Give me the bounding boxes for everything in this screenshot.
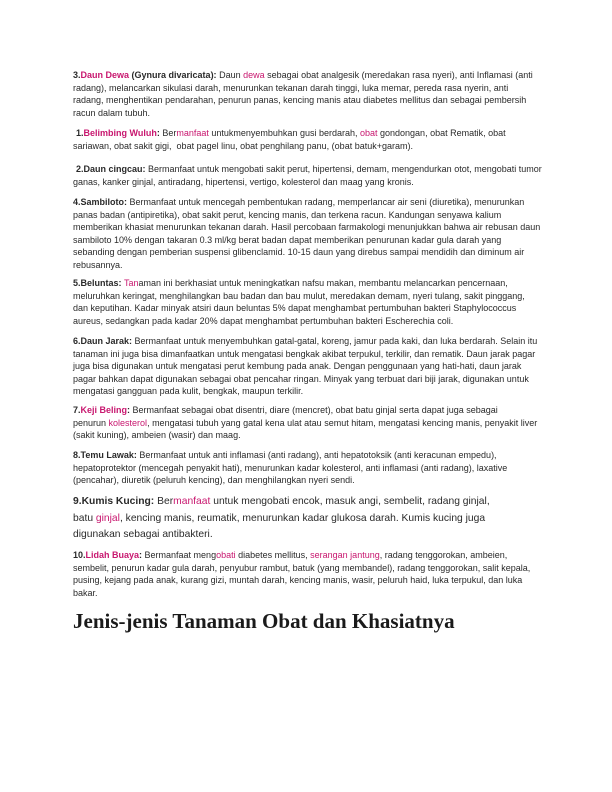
text-line: [73, 69, 533, 82]
text-line: [73, 196, 540, 209]
bold-text-run: 8.Temu Lawak:: [73, 450, 137, 460]
text-link[interactable]: obat: [359, 128, 378, 138]
bold-text-run: 1.: [76, 128, 84, 138]
text-run: racun dalam tubuh.: [73, 107, 151, 118]
text-link[interactable]: Tan: [124, 278, 139, 288]
text-run: panas badan (antipiretika), obat sakit perut, kencing manis, dan terkena racun. Kandungan senyawa kalium: [73, 209, 502, 220]
text-run: meluruhkan keringat, menghilangkan bau badan dan bau mulut, meredakan demam, nyeri tulang, sakit pinggang,: [73, 290, 525, 301]
bold-text-run: 2.Daun cingcau:: [76, 164, 146, 174]
bold-text-run: 4.Sambiloto:: [73, 197, 128, 207]
text-line: [73, 246, 540, 259]
text-line: [73, 315, 525, 328]
text-run: Bermanfaat untuk anti inflamasi (anti radang), anti hepatotoksik (anti keracunan empedu),: [136, 450, 497, 460]
text-line: [73, 562, 530, 575]
text-link[interactable]: dewa: [243, 70, 265, 80]
text-line: [73, 94, 533, 107]
text-run: Ber: [154, 496, 174, 507]
text-run: Bermanfaat untuk menyembuhkan gatal-gatal, koreng, jamur pada kaki, dan luka berdarah. Selain itu: [132, 336, 538, 346]
text-run: pusing, kejang pada anak, kurang gizi, muntah darah, kencing manis, wasir, peluruh haid, luka terpukul, dan luka: [73, 575, 523, 586]
text-run: Ber: [159, 128, 177, 138]
text-run: rebusannya.: [73, 259, 123, 270]
bold-text-run: :: [127, 405, 131, 415]
text-run: sembelit, penurun kadar gula darah, penyubur rambut, batuk (yang membandel), radang tenggorokan, salit kepala,: [73, 562, 531, 573]
text-run: dan keputihan. Kadar minyak atsiri daun beluntas 5% dapat menghambat pertumbuhan bakteri Staphylococcus: [73, 303, 517, 314]
text-line: [73, 176, 542, 189]
text-line: [73, 277, 525, 290]
bold-text-run: 6.Daun Jarak:: [73, 336, 133, 346]
text-line: [73, 373, 537, 386]
text-line: [73, 527, 490, 544]
paragraph-sambiloto: [73, 196, 540, 272]
paragraph-daun-dewa: [73, 69, 533, 119]
text-line: [73, 234, 540, 247]
text-run: aureus, sedangkan pada kadar 20% dapat menghambat pertumbuhan bakteri Escherechia coli.: [73, 315, 454, 326]
text-line: [73, 302, 525, 315]
text-run: digunakan sebagai antibakteri.: [73, 529, 213, 540]
text-run: Bermanfaat meng: [142, 550, 217, 560]
text-run: bakar.: [73, 587, 98, 598]
text-run: Bermanfaat sebagai obat disentri, diare (mencret), obat batu ginjal serta dapat juga sebagai: [130, 405, 498, 415]
text-run: , kencing manis, reumatik, menurunkan kadar glukosa darah. Kumis kucing juga: [119, 512, 486, 524]
text-link[interactable]: ginjal: [95, 512, 120, 524]
paragraph-temu-lawak: [73, 449, 507, 487]
text-link[interactable]: serangan jantung: [310, 550, 380, 560]
paragraph-kumis-kucing: [73, 494, 490, 544]
text-run: , mengatasi tubuh yang gatal kena ulat atau semut hitam, mengatasi kencing manis, penyakit liver: [147, 417, 538, 428]
text-line: [73, 127, 506, 140]
text-run: sariawan, obat sakit gigi, obat pagel linu, obat penghilang panu, (obat batuk+garam).: [73, 140, 413, 151]
text-link[interactable]: manfaat: [176, 128, 209, 138]
text-link[interactable]: manfaat: [173, 496, 211, 507]
paragraph-lidah-buaya: [73, 549, 530, 599]
text-line: [73, 587, 530, 600]
text-run: untuk mengobati encok, masuk angi, sembelit, radang ginjal,: [210, 496, 490, 507]
text-line: [73, 209, 540, 222]
paragraph-beluntas: [73, 277, 525, 327]
text-line: [73, 360, 537, 373]
section-heading: Jenis-jenis Tanaman Obat dan Khasiatnya: [73, 609, 455, 633]
text-run: (sakit kuning), ambeien (wasir) dan maag.: [73, 430, 241, 441]
bold-text-run: :: [139, 550, 143, 560]
text-line: [73, 163, 542, 176]
text-run: sebanding dengan pemberian suspensi glibenclamid. 10-15 daun yang direbus sampai mendidih dan diminum air: [73, 247, 525, 258]
text-line: [73, 348, 537, 361]
text-line: [73, 574, 530, 587]
text-line: [73, 385, 537, 398]
text-line: [73, 107, 533, 120]
text-run: sebagai obat analgesik (meredakan rasa nyeri), anti Inflamasi (anti: [264, 70, 533, 80]
text-run: untukmenyembuhkan gusi berdarah,: [208, 128, 360, 138]
text-line: [73, 494, 490, 511]
bold-text-run: (Gynura divaricata):: [129, 70, 217, 80]
text-run: (pencahar), diuretik (peluruh kencing), dan menghilangkan nyeri sendi.: [73, 475, 355, 486]
text-line: [73, 140, 506, 153]
text-run: penurun: [73, 417, 109, 428]
paragraph-belimbing-wuluh: [73, 127, 506, 152]
text-run: Bermanfaat untuk mengobati sakit perut, hipertensi, demam, mengendurkan otot, mengobati tumor: [145, 164, 542, 174]
text-run: batu: [73, 512, 96, 524]
text-run: mengatasi gangguan pada kulit, bengkak, maupun terkilir.: [73, 386, 304, 397]
text-run: aman ini berkhasiat untuk meningkatkan nafsu makan, membantu melancarkan pencernaan,: [138, 278, 508, 288]
text-run: sambiloto 10% dengan takaran 0.3 ml/kg berat badan dapat memberikan penurunan kadar gula darah yang: [73, 234, 502, 245]
bold-text-run: 7.: [73, 405, 81, 415]
paragraph-daun-cingcau: [73, 163, 542, 188]
text-link[interactable]: Belimbing Wuluh: [83, 128, 157, 138]
text-run: pagar bahkan dapat digunakan sebagai obat pencahar ringan. Minyak yang terbuat dari biji jarak, digunakan untuk: [73, 373, 529, 384]
bold-text-run: 3.: [73, 70, 81, 80]
text-line: [73, 549, 530, 562]
text-run: , radang tenggorokan, ambeien,: [379, 550, 508, 560]
text-line: [73, 511, 490, 528]
text-run: hepatoprotektor (mencegah penyakit hati), menurunkan kadar kolesterol, anti inflamasi (anti radang), laxative: [73, 462, 508, 473]
text-run: ganas, kanker ginjal, antiradang, hipertensi, vertigo, kolesterol dan maag yang kronis.: [73, 176, 414, 187]
text-link[interactable]: Keji Beling: [80, 405, 128, 415]
text-run: memberikan khasiat menurunkan tekanan darah. Hasil percobaan farmakologi menunjukkan bahwa air rebusan daun: [73, 222, 541, 233]
text-line: [73, 474, 507, 487]
text-link[interactable]: Lidah Buaya: [85, 550, 140, 560]
text-line: [73, 449, 507, 462]
text-line: [73, 429, 537, 442]
bold-text-run: :: [156, 128, 160, 138]
text-run: juga bisa digunakan untuk mengatasi perut kembung pada anak. Dengan penggunaan yang hati-hati, daun jarak: [73, 361, 522, 372]
text-link[interactable]: obati: [216, 550, 236, 560]
text-run: radang), melancarkan sikulasi darah, menurunkan tekanan darah tinggi, luka memar, pereda rasa nyerin, anti: [73, 82, 509, 93]
text-link[interactable]: kolesterol: [108, 417, 148, 428]
text-line: [73, 462, 507, 475]
text-run: gondongan, obat Rematik, obat: [377, 128, 506, 138]
text-run: Bermanfaat untuk mencegah pembentukan radang, memperlancar air seni (diuretika), menurunkan: [127, 197, 525, 207]
text-line: [73, 82, 533, 95]
bold-text-run: 5.Beluntas:: [73, 278, 125, 288]
bold-text-run: 10.: [73, 550, 86, 560]
paragraph-keji-beling: [73, 404, 537, 442]
text-run: tanaman ini juga bisa dimanfaatkan untuk mengatasi bengkak akibat terpukul, terkilir, dan rematik. Daun jarak pagar: [73, 348, 536, 359]
text-link[interactable]: Daun Dewa: [80, 70, 130, 80]
text-line: [73, 417, 537, 430]
bold-text-run: 9.Kumis Kucing:: [73, 496, 155, 507]
text-line: [73, 404, 537, 417]
text-line: [73, 335, 537, 348]
text-line: [73, 259, 540, 272]
text-run: radang, menghentikan pendarahan, penurun panas, kencing manis atau diabetes mellitus dan sebagai pembersih: [73, 95, 527, 106]
text-run: Daun: [216, 70, 244, 80]
text-line: [73, 290, 525, 303]
text-line: [73, 221, 540, 234]
paragraph-daun-jarak: [73, 335, 537, 398]
text-run: diabetes mellitus,: [235, 550, 311, 560]
